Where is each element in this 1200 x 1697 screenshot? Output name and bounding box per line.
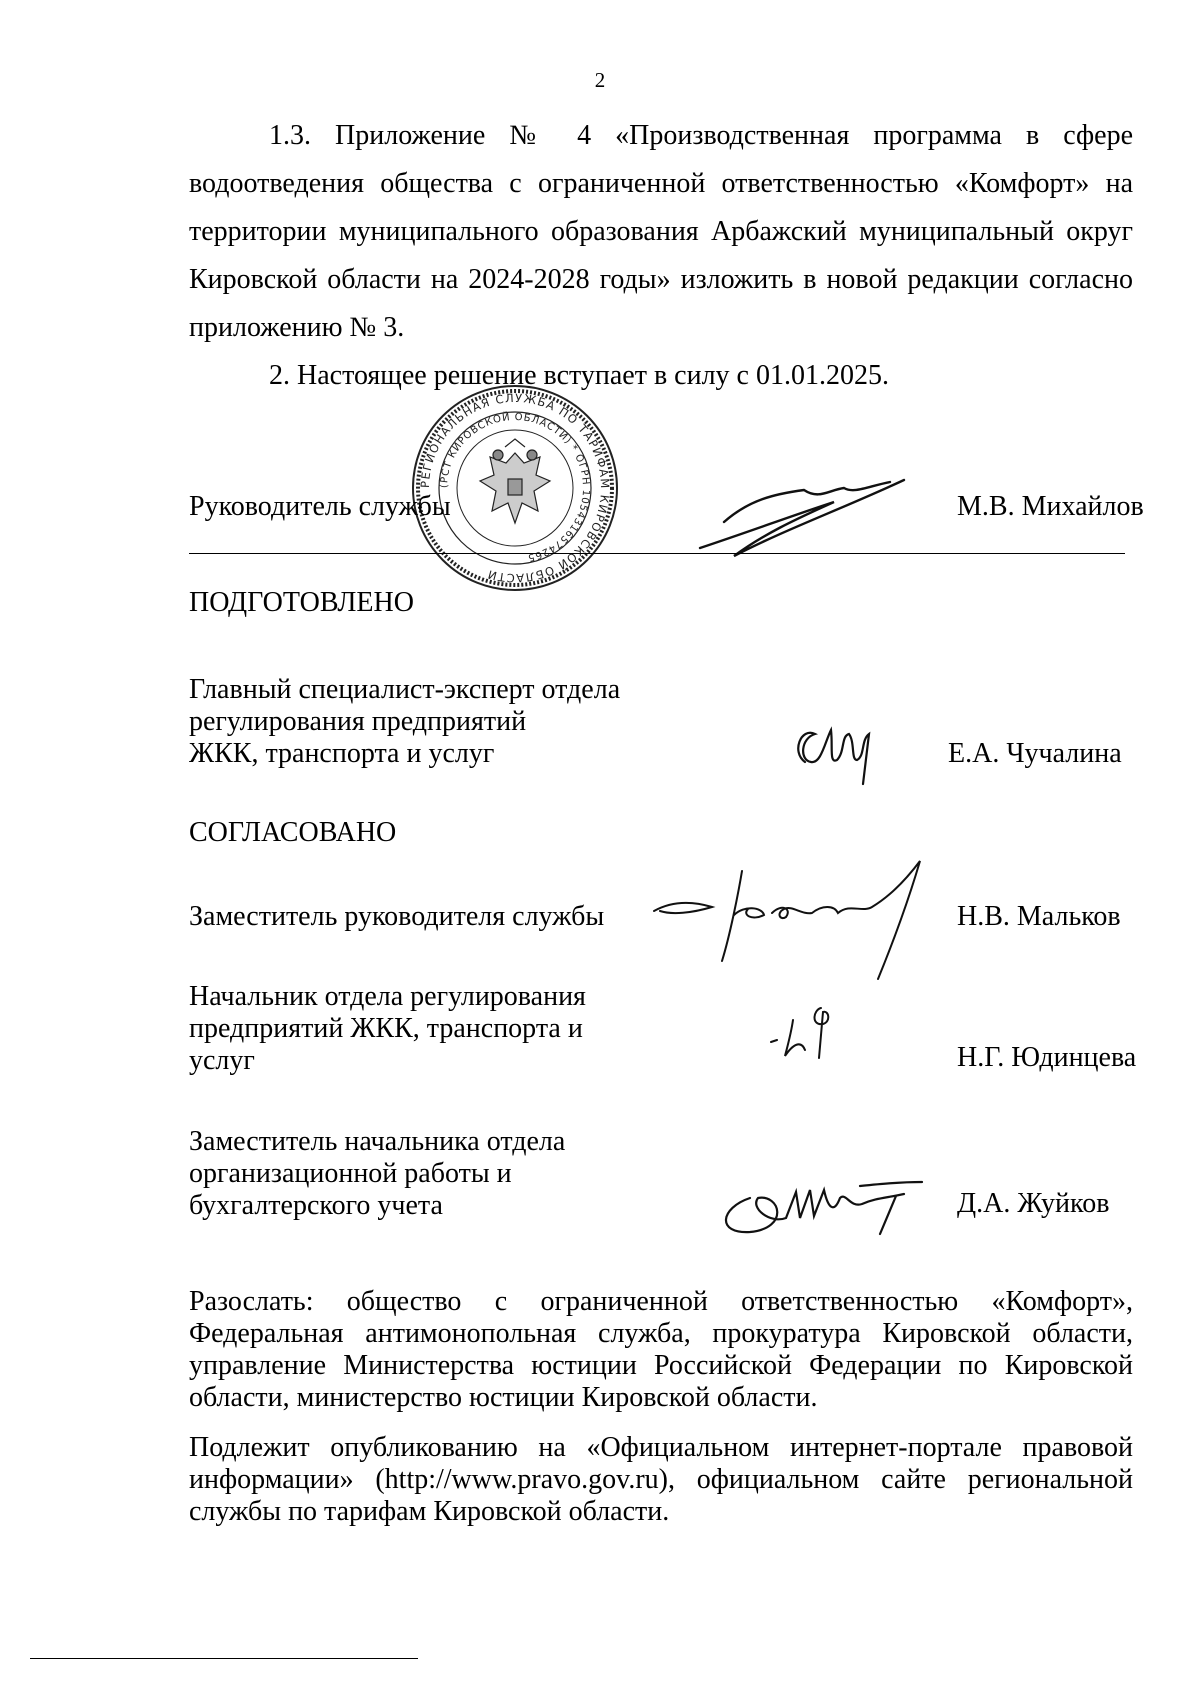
agreed-position-yudintseva: Начальник отдела регулирования предприятий ЖКК, транспорта и услуг — [189, 981, 586, 1076]
distribution-list: Разослать: общество с ограниченной ответственностью «Комфорт», Федеральная антимонопольная служба, прокуратура Кировской области, управление Министерства юстиции Российской Федерации по Кировской области, министерство юстиции Кировской области. — [189, 1286, 1133, 1413]
paragraph-2: 2. Настоящее решение вступает в силу с 01.01.2025. — [269, 360, 889, 391]
signature-zhuykov — [710, 1168, 930, 1248]
svg-text:РЕГИОНАЛЬНАЯ СЛУЖБА ПО ТАРИФАМ: РЕГИОНАЛЬНАЯ СЛУЖБА ПО ТАРИФАМ КИРОВСКОЙ ОБЛАСТИ — [417, 390, 613, 586]
agreed-position-malkov: Заместитель руководителя службы — [189, 901, 605, 932]
head-position: Руководитель службы — [189, 491, 451, 522]
paragraph-1-3: 1.3. Приложение № 4 «Производственная программа в сфере водоотведения общества с ограниченной ответственностью «Комфорт» на территории муниципального образования Арбажский муниципальный округ Кировской области на 2024-2028 годы» изложить в новой редакции согласно приложению № 3. — [189, 120, 1133, 343]
agreed-name-malkov: Н.В. Мальков — [957, 901, 1121, 932]
signature-yudintseva — [765, 1000, 855, 1070]
agreed-name-zhuykov: Д.А. Жуйков — [957, 1188, 1110, 1219]
signature-malkov — [652, 855, 982, 985]
official-seal — [410, 383, 620, 593]
signature-chuchalina — [781, 712, 891, 792]
eagle-emblem — [480, 439, 550, 523]
svg-text:(РСТ КИРОВСКОЙ ОБЛАСТИ) * ОГРН: (РСТ КИРОВСКОЙ ОБЛАСТИ) * ОГРН 1054316574265 — [438, 411, 592, 563]
publication-note: Подлежит опубликованию на «Официальном интернет-портале правовой информации» (http://www.pravo.gov.ru), официальном сайте региональной службы по тарифам Кировской области. — [189, 1432, 1133, 1527]
prepared-position: Главный специалист-эксперт отдела регулирования предприятий ЖКК, транспорта и услуг — [189, 674, 621, 769]
signature-rule — [189, 553, 1125, 554]
agreed-position-zhuykov: Заместитель начальника отдела организационной работы и бухгалтерского учета — [189, 1126, 566, 1221]
prepared-heading: ПОДГОТОВЛЕНО — [189, 587, 414, 618]
page-number: 2 — [594, 68, 606, 92]
head-name: М.В. Михайлов — [957, 491, 1144, 522]
prepared-name: Е.А. Чучалина — [948, 738, 1122, 769]
agreed-name-yudintseva: Н.Г. Юдинцева — [957, 1042, 1137, 1073]
agreed-heading: СОГЛАСОВАНО — [189, 817, 397, 848]
footnote-rule — [30, 1658, 418, 1659]
